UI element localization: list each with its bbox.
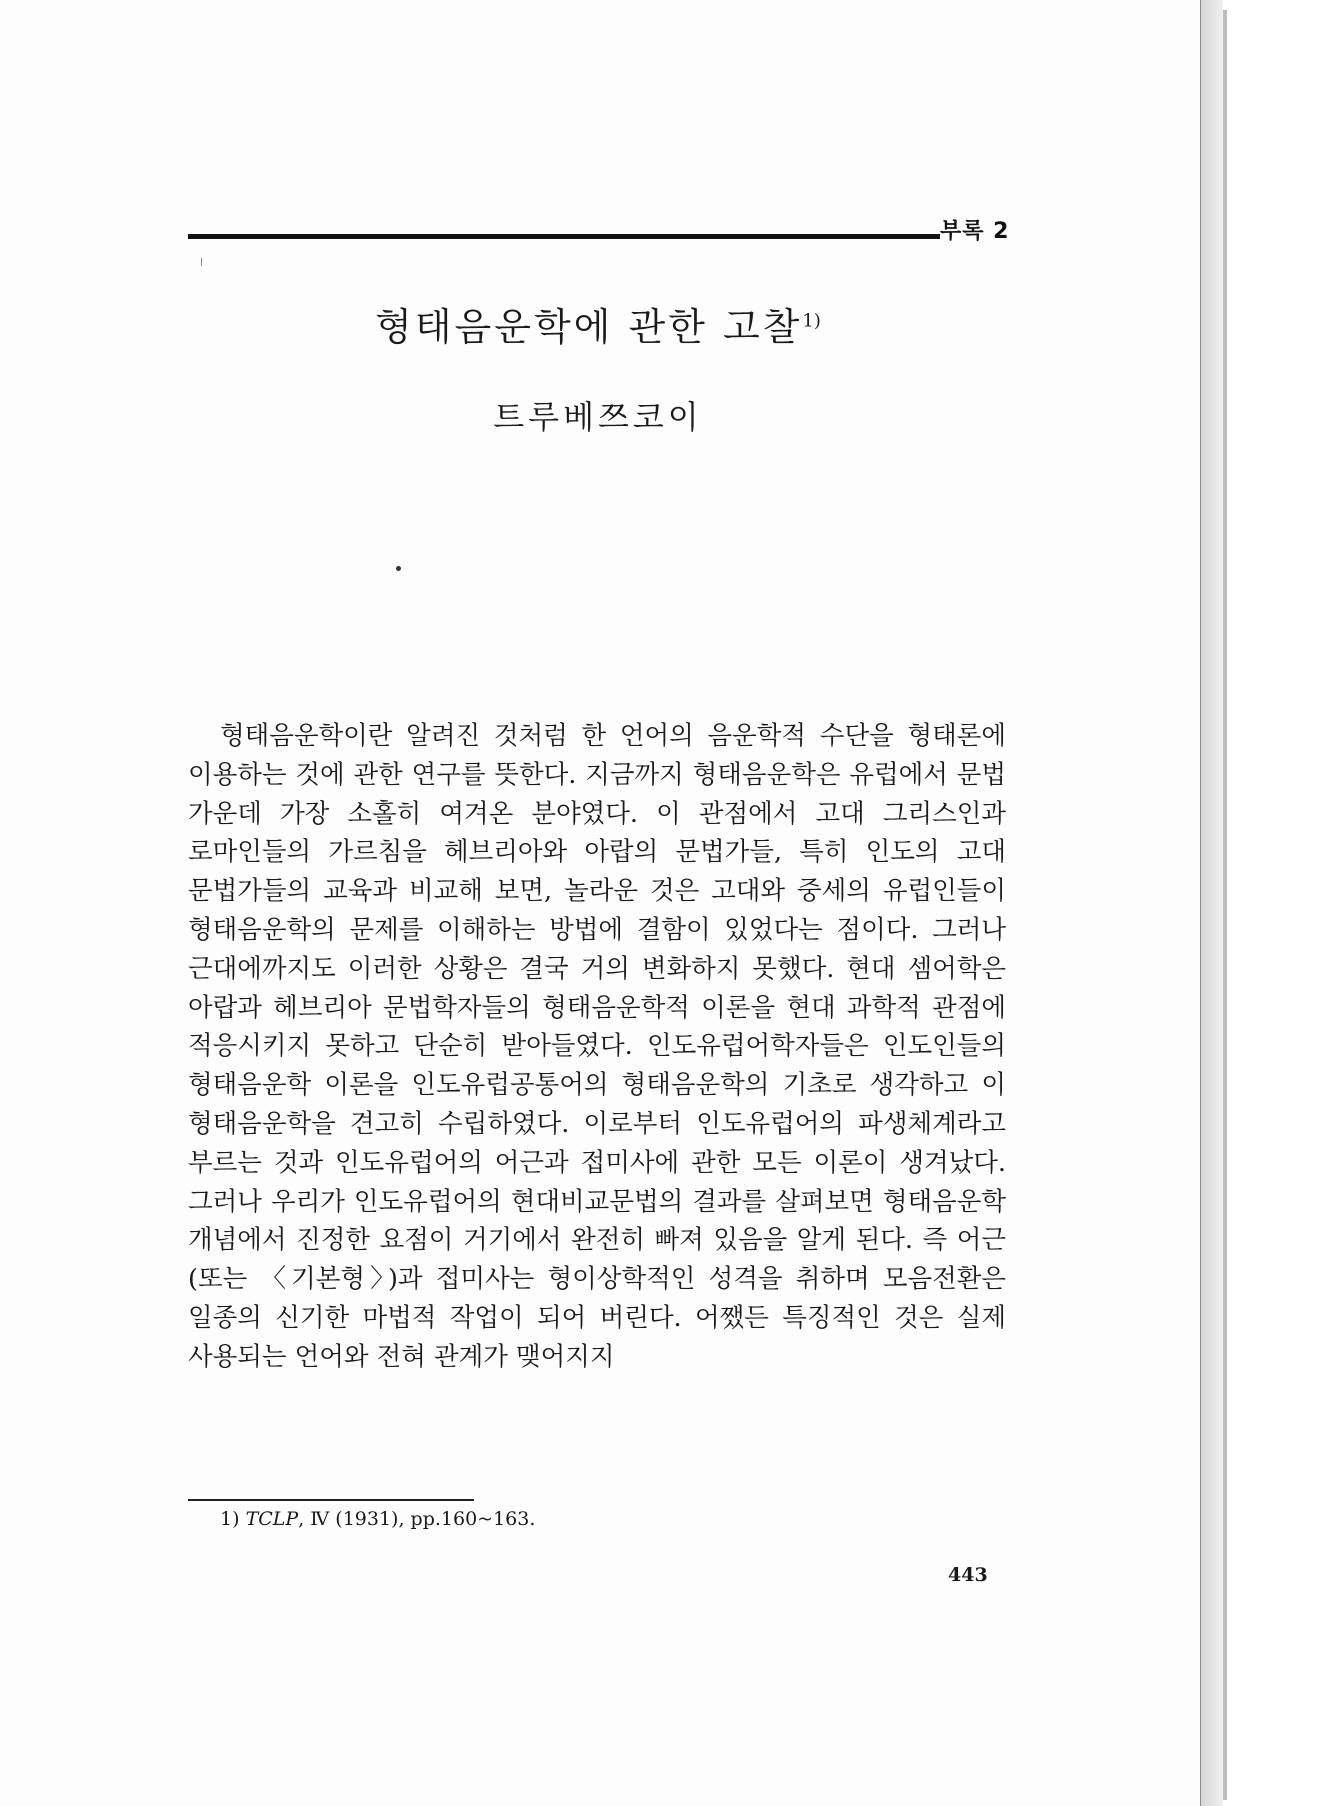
footnote-citation: , Ⅳ (1931), pp.160~163. bbox=[298, 1508, 536, 1530]
print-speck bbox=[396, 566, 401, 571]
footnote-rule bbox=[188, 1499, 474, 1501]
article-author: 트루베쯔코이 bbox=[493, 398, 703, 436]
margin-mark bbox=[201, 258, 202, 266]
article-title bbox=[188, 296, 1008, 351]
section-label: 부록 2 bbox=[940, 219, 1010, 244]
article-title-text: 형태음운학에 관한 고찰 bbox=[375, 305, 803, 349]
footnote bbox=[220, 1508, 535, 1530]
body-paragraph: 형태음운학이란 알려진 것처럼 한 언어의 음운학적 수단을 형태론에 이용하는 것에 관한 연구를 뜻한다. 지금까지 형태음운학은 유럽에서 문법 가운데 가장 소홀히 여겨온 분야였다. 이 관점에서 고대 그리스인과 로마인들의 가르침을 헤브리아와 아랍의 문법가들, 특히 인도의 고대 문법가들의 교육과 비교해 보면, 놀라운 것은 고대와 중세의 유럽인들이 형태음운학의 문제를 이해하는 방법에 결함이 있었다는 점이다. 그러나 근대에까지도 이러한 상황은 결국 거의 변화하지 못했다. 현대 셈어학은 아랍과 헤브리아 문법학자들의 형태음운학적 이론을 현대 과학적 관점에 적응시키지 못하고 단순히 받아들였다. 인도유럽어학자들은 인도인들의 형태음운학 이론을 인도유럽공통어의 형태음운학의 기초로 생각하고 이 형태음운학을 견고히 수립하였다. 이로부터 인도유럽어의 파생체계라고 부르는 것과 인도유럽어의 어근과 접미사에 관한 모든 이론이 생겨났다. 그러나 우리가 인도유럽어의 현대비교문법의 결과를 살펴보면 형태음운학 개념에서 진정한 요점이 거기에서 완전히 빠져 있음을 알게 된다. 즉 어근(또는 〈기본형〉)과 접미사는 형이상학적인 성격을 취하며 모음전환은 일종의 신기한 마법적 작업이 되어 버린다. 어쨌든 특징적인 것은 실제 사용되는 언어와 전혀 관계가 맺어지지 bbox=[188, 721, 1006, 1372]
footnote-marker: 1) bbox=[220, 1508, 240, 1530]
page-number: 443 bbox=[948, 1564, 988, 1586]
footnote-source: TCLP bbox=[245, 1508, 299, 1530]
header-rule bbox=[188, 234, 940, 239]
title-footnote-marker: 1) bbox=[802, 310, 821, 332]
